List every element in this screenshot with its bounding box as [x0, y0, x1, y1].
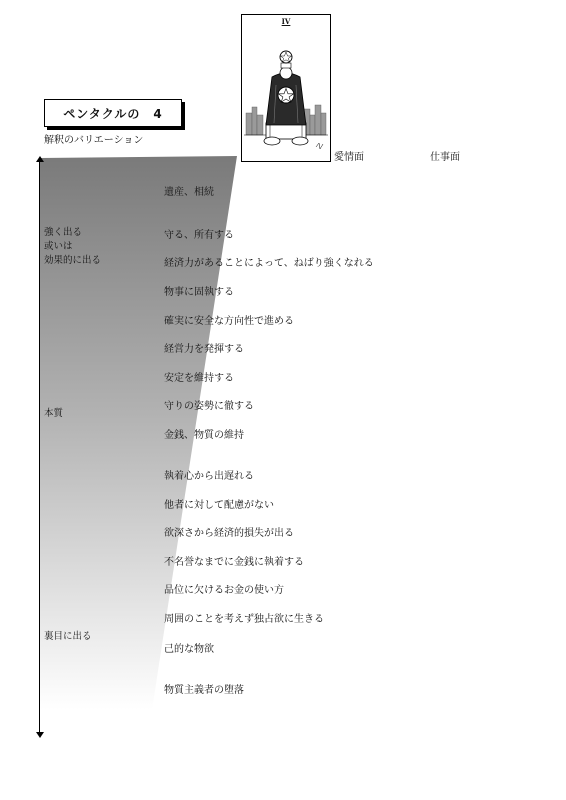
- title-box: [44, 99, 182, 127]
- list-item: 欲深さから経済的損失が出る: [164, 528, 294, 539]
- vertical-axis-line: [39, 160, 40, 734]
- axis-label-strong-line-2: 或いは: [44, 241, 73, 252]
- list-item: 品位に欠けるお金の使い方: [164, 585, 284, 596]
- axis-up-arrow-icon: [36, 156, 44, 162]
- page-subtitle: 解釈のバリエーション: [44, 135, 144, 146]
- axis-label-reverse: 裏目に出る: [44, 631, 92, 642]
- tarot-card-image: [241, 14, 331, 162]
- list-item: 経済力があることによって、ねばり強くなれる: [164, 258, 374, 269]
- axis-label-essence: 本質: [44, 408, 64, 419]
- list-item: 物質主義者の堕落: [164, 685, 244, 696]
- list-item: 周囲のことを考えず独占欲に生きる: [164, 614, 324, 625]
- list-item: 執着心から出遅れる: [164, 471, 254, 482]
- list-item: 安定を維持する: [164, 373, 234, 384]
- column-header-love: 愛情面: [334, 152, 364, 163]
- axis-label-strong: [44, 226, 101, 268]
- axis-label-strong-line-1: 強く出る: [44, 227, 83, 238]
- list-item: 経営力を発揮する: [164, 344, 244, 355]
- list-item: 金銭、物質の維持: [164, 430, 244, 441]
- axis-label-strong-line-3: 効果的に出る: [44, 255, 102, 266]
- list-item: 不名誉なまでに金銭に執着する: [164, 557, 304, 568]
- list-item: 物事に固執する: [164, 287, 234, 298]
- list-item: 遺産、相続: [164, 187, 214, 198]
- list-item: 守りの姿勢に徹する: [164, 401, 254, 412]
- list-item: 他者に対して配慮がない: [164, 500, 274, 511]
- page-title: ペンタクルの 4: [63, 107, 163, 121]
- king-with-pentacles-illustration: [242, 15, 330, 161]
- list-item: 己的な物欲: [164, 644, 214, 655]
- axis-down-arrow-icon: [36, 732, 44, 738]
- column-header-work: 仕事面: [430, 152, 460, 163]
- list-item: 守る、所有する: [164, 230, 234, 241]
- list-item: 確実に安全な方向性で進める: [164, 316, 294, 327]
- card-numeral: IV: [281, 17, 291, 26]
